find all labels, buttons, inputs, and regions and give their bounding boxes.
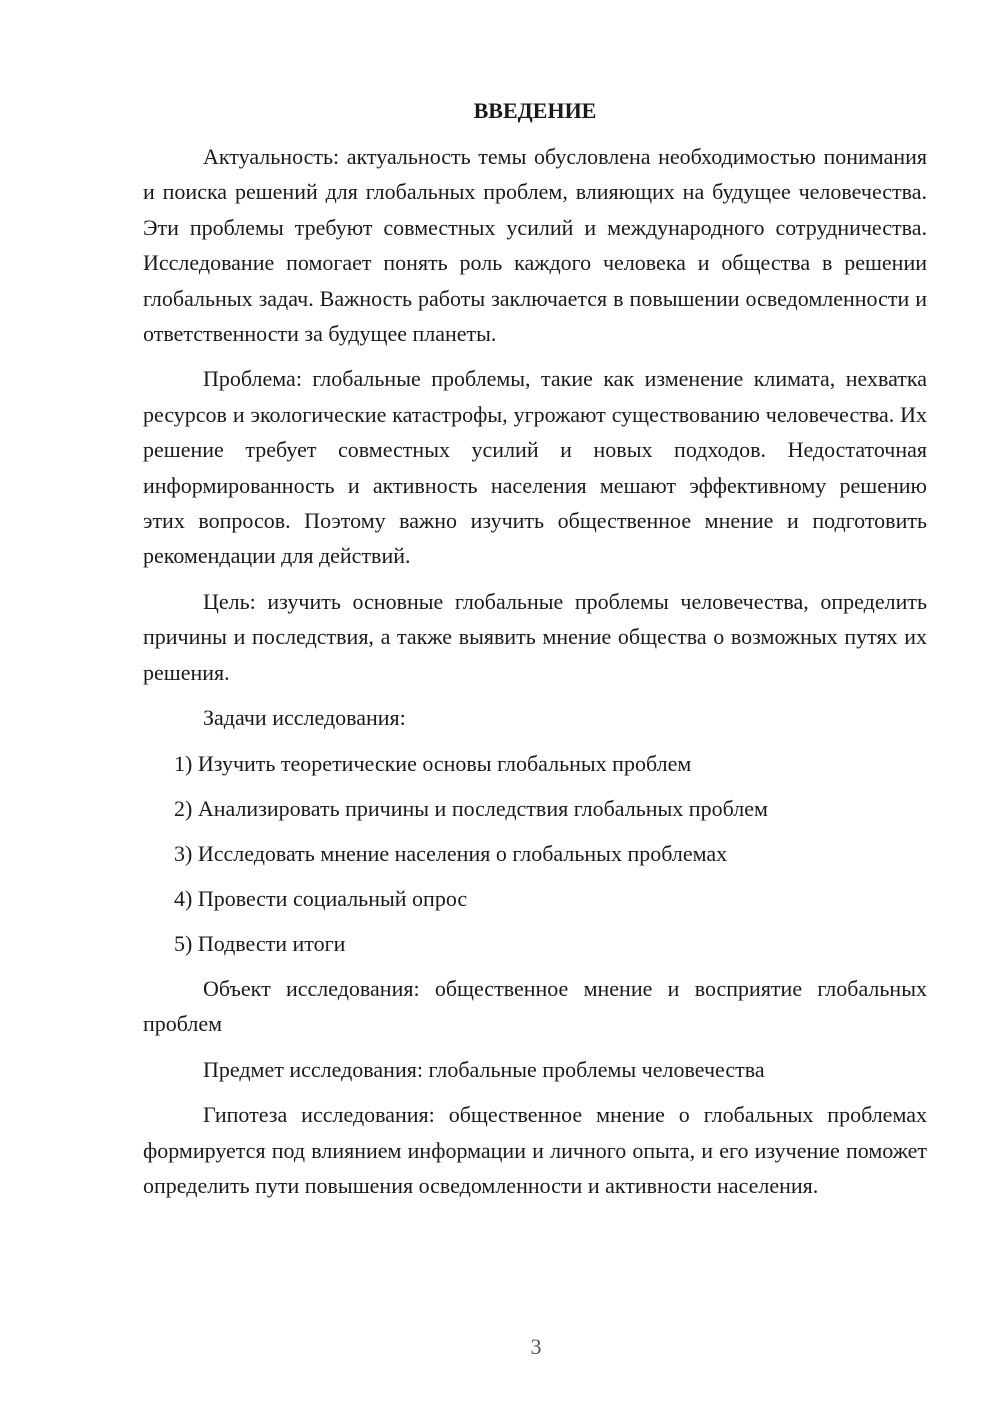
task-item: 1) Изучить теоретические основы глобальных проблем	[174, 750, 692, 776]
section-heading: ВВЕДЕНИЕ	[473, 98, 597, 123]
task-item: 3) Исследовать мнение населения о глобальных проблемах	[174, 840, 728, 866]
page-content	[143, 96, 927, 1213]
page-number: 3	[530, 1334, 542, 1359]
relevance-paragraph: Актуальность: актуальность темы обусловлена необходимостью понимания и поиска решений для глобальных проблем, влияющих на будущее человечества. Эти проблемы требуют совместных усилий и международного сотрудничества. Исследование помогает понять роль каждого человека и общества в решении глобальных задач. Важность работы заключается в повышении осведомленности и ответственности за будущее планеты.	[143, 144, 927, 347]
subject-paragraph: Предмет исследования: глобальные проблемы человечества	[203, 1056, 765, 1082]
tasks-list	[143, 746, 927, 962]
problem-paragraph: Проблема: глобальные проблемы, такие как изменение климата, нехватка ресурсов и экологические катастрофы, угрожают существованию человечества. Их решение требует совместных усилий и новых подходов. Недостаточная информированность и активность населения мешают эффективному решению этих вопросов. Поэтому важно изучить общественное мнение и подготовить рекомендации для действий.	[143, 366, 927, 569]
task-item: 5) Подвести итоги	[174, 930, 346, 956]
task-item: 2) Анализировать причины и последствия глобальных проблем	[174, 795, 768, 821]
tasks-title: Задачи исследования:	[203, 705, 406, 731]
task-item: 4) Провести социальный опрос	[174, 885, 468, 911]
hypothesis-paragraph: Гипотеза исследования: общественное мнение о глобальных проблемах формируется под влиянием информации и личного опыта, и его изучение поможет определить пути повышения осведомленности и активности населения.	[143, 1102, 927, 1198]
goal-paragraph: Цель: изучить основные глобальные проблемы человечества, определить причины и последствия, а также выявить мнение общества о возможных путях их решения.	[143, 588, 927, 685]
object-paragraph: Объект исследования: общественное мнение и восприятие глобальных проблем	[143, 975, 927, 1037]
